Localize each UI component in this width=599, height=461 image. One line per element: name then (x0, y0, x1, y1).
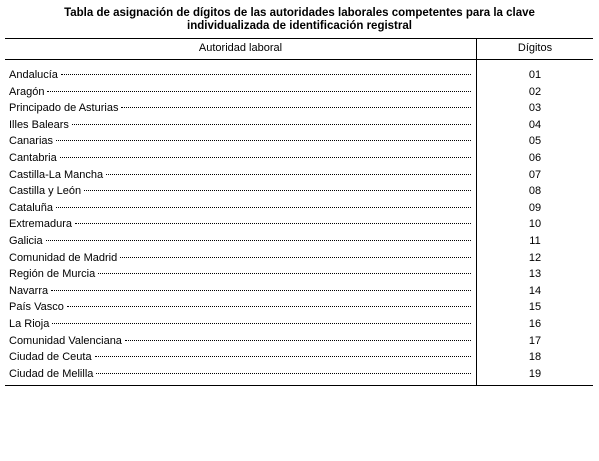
dot-leader (75, 223, 471, 224)
digits-cell: 03 (528, 102, 542, 115)
digits-cell: 08 (528, 185, 542, 198)
authority-cell (9, 67, 471, 84)
authority-cell (9, 283, 471, 300)
authority-cell (9, 200, 471, 217)
authority-cell (9, 250, 471, 267)
authority-name: Comunidad de Madrid (9, 251, 118, 264)
dot-leader (60, 157, 471, 158)
dot-leader (121, 107, 471, 108)
table-bottom-rule (5, 385, 593, 386)
dot-leader (61, 74, 471, 75)
authority-name: Castilla y León (9, 185, 82, 198)
table-header-rule (5, 59, 593, 60)
authority-name: Navarra (9, 284, 49, 297)
digits-cell: 17 (528, 334, 542, 347)
dot-leader (84, 190, 471, 191)
digits-cell: 11 (529, 234, 541, 247)
authority-name: País Vasco (9, 301, 64, 314)
table-body (0, 67, 599, 382)
table-row (0, 150, 599, 167)
table-title (0, 7, 599, 33)
authority-name: Cantabria (9, 151, 57, 164)
table-row (0, 349, 599, 366)
dot-leader (56, 140, 471, 141)
dot-leader (125, 340, 471, 341)
authority-name: Cataluña (9, 201, 54, 214)
authority-name: Extremadura (9, 218, 72, 231)
authority-name: Castilla-La Mancha (9, 168, 104, 181)
digits-cell: 14 (528, 284, 542, 297)
digits-cell: 16 (528, 317, 542, 330)
table-row (0, 299, 599, 316)
table-row (0, 67, 599, 84)
dot-leader (46, 240, 471, 241)
dot-leader (67, 306, 471, 307)
authority-name: Principado de Asturias (9, 102, 119, 115)
authority-name: Aragón (9, 85, 45, 98)
authority-cell (9, 316, 471, 333)
authority-cell (9, 183, 471, 200)
authority-cell (9, 366, 471, 383)
dot-leader (56, 207, 471, 208)
digits-cell: 15 (528, 301, 542, 314)
dot-leader (98, 273, 471, 274)
authority-name: Andalucía (9, 69, 58, 81)
digits-cell: 18 (528, 351, 542, 364)
digits-cell: 19 (528, 367, 542, 380)
authority-cell (9, 133, 471, 150)
column-header-digits: Dígitos (517, 42, 553, 54)
authority-name: Ciudad de Melilla (9, 367, 94, 380)
table-row (0, 250, 599, 267)
table-row (0, 117, 599, 134)
digits-cell: 09 (528, 201, 542, 214)
dot-leader (96, 373, 471, 374)
table-row (0, 84, 599, 101)
authority-cell (9, 233, 471, 250)
table-row (0, 233, 599, 250)
authority-cell (9, 349, 471, 366)
table-row (0, 133, 599, 150)
authority-cell (9, 150, 471, 167)
digits-cell: 12 (528, 251, 542, 264)
table-row (0, 333, 599, 350)
dot-leader (120, 257, 471, 258)
authority-cell (9, 84, 471, 101)
authority-cell (9, 216, 471, 233)
authority-name: La Rioja (9, 317, 50, 330)
dot-leader (106, 174, 471, 175)
authority-cell (9, 100, 471, 117)
table-row (0, 283, 599, 300)
authority-cell (9, 299, 471, 316)
column-header-authority: Autoridad laboral (198, 42, 283, 54)
authority-cell (9, 266, 471, 283)
table-title-line-1: Tabla de asignación de dígitos de las autoridades laborales competentes para la clave (64, 7, 535, 19)
dot-leader (51, 290, 471, 291)
authority-name: Illes Balears (9, 118, 69, 131)
digits-cell: 04 (528, 118, 542, 131)
digits-cell: 13 (528, 268, 542, 281)
table-row (0, 266, 599, 283)
table-row (0, 200, 599, 217)
digits-cell: 10 (528, 218, 542, 231)
table-row (0, 366, 599, 383)
digits-cell: 02 (528, 85, 542, 98)
authority-name: Comunidad Valenciana (9, 334, 122, 347)
digits-cell: 01 (528, 69, 542, 81)
authority-name: Canarias (9, 135, 54, 148)
dot-leader (72, 124, 471, 125)
dot-leader (52, 323, 471, 324)
authority-cell (9, 117, 471, 134)
digits-cell: 05 (528, 135, 542, 148)
dot-leader (95, 356, 471, 357)
digits-cell: 07 (528, 168, 542, 181)
table-row (0, 316, 599, 333)
authority-name: Región de Murcia (9, 268, 96, 281)
authority-cell (9, 333, 471, 350)
table-row (0, 183, 599, 200)
authority-name: Ciudad de Ceuta (9, 351, 92, 364)
dot-leader (47, 91, 471, 92)
digits-cell: 06 (528, 151, 542, 164)
table-row (0, 100, 599, 117)
table-row (0, 216, 599, 233)
table-row (0, 167, 599, 184)
authority-cell (9, 167, 471, 184)
table-title-line-2: individualizada de identificación registral (187, 20, 412, 32)
authority-name: Galicia (9, 234, 43, 247)
